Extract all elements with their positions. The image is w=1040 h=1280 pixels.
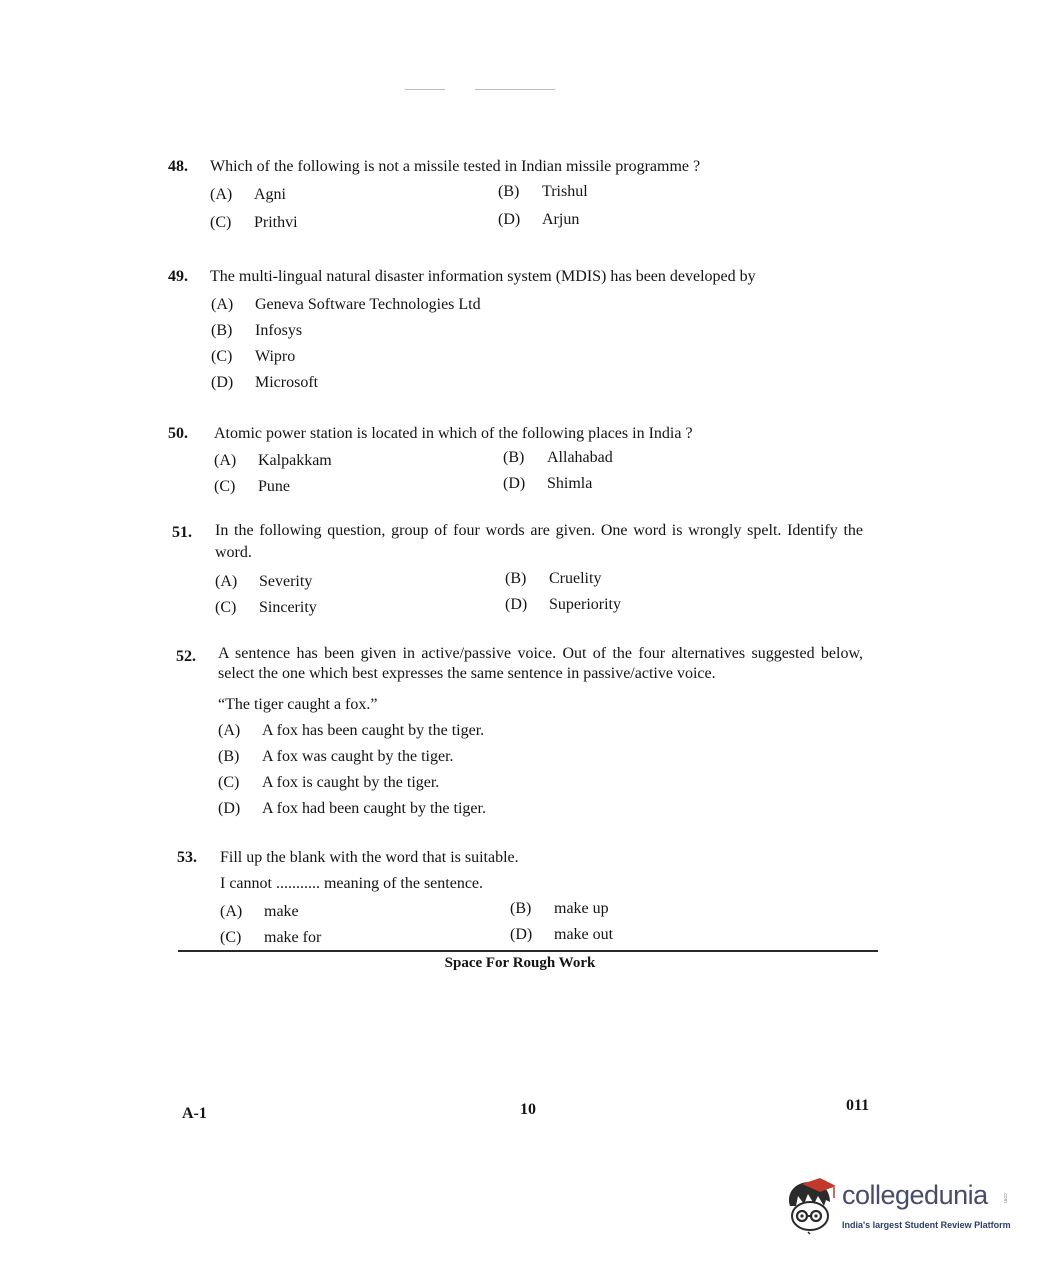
option-b xyxy=(505,566,601,592)
option-a xyxy=(214,448,332,474)
option-c xyxy=(211,344,295,370)
scan-artifact xyxy=(475,89,555,90)
footer-code: A-1 xyxy=(182,1105,207,1122)
question-text: The multi-lingual natural disaster information system (MDIS) has been developed by xyxy=(210,268,756,285)
option-text: Shimla xyxy=(547,475,593,492)
option-label: (A) xyxy=(210,186,233,203)
option-c xyxy=(214,474,290,500)
option-label: (C) xyxy=(218,774,240,791)
collegedunia-watermark xyxy=(780,1180,1030,1240)
option-label: (D) xyxy=(503,475,526,492)
option-text: make xyxy=(264,903,299,920)
question-text: Atomic power station is located in which of the following places in India ? xyxy=(214,425,693,442)
option-a xyxy=(218,718,484,744)
question-number: 49. xyxy=(168,268,188,285)
option-text: Arjun xyxy=(542,211,580,228)
blank-sentence: I cannot ........... meaning of the sentence. xyxy=(220,875,484,892)
option-label: (D) xyxy=(211,374,234,391)
option-d xyxy=(218,796,486,822)
option-label: (C) xyxy=(220,929,242,946)
option-label: (A) xyxy=(214,452,237,469)
option-text: Kalpakkam xyxy=(258,452,332,469)
option-text: Superiority xyxy=(549,596,621,613)
page-number: 10 xyxy=(520,1101,536,1118)
question-51 xyxy=(168,520,863,616)
option-text: Prithvi xyxy=(254,214,298,231)
option-label: (C) xyxy=(215,599,237,616)
question-number: 50. xyxy=(168,425,188,442)
question-49 xyxy=(168,264,868,391)
rough-work-label: Space For Rough Work xyxy=(444,955,596,971)
option-label: (D) xyxy=(505,596,528,613)
option-c xyxy=(215,595,317,621)
option-label: (B) xyxy=(498,183,520,200)
option-label: (C) xyxy=(211,348,233,365)
question-48 xyxy=(168,154,868,231)
option-label: (A) xyxy=(218,722,241,739)
option-b xyxy=(498,179,588,205)
option-label: (B) xyxy=(211,322,233,339)
option-label: (C) xyxy=(214,478,236,495)
brand-name: collegedunia xyxy=(842,1180,988,1210)
option-text: A fox is caught by the tiger. xyxy=(262,774,440,791)
question-text: Which of the following is not a missile tested in Indian missile programme ? xyxy=(210,158,701,175)
option-text: Agni xyxy=(254,186,286,203)
option-text: Microsoft xyxy=(255,374,319,391)
option-label: (B) xyxy=(510,900,532,917)
option-text: Trishul xyxy=(542,183,588,200)
option-label: (D) xyxy=(510,926,533,943)
question-50 xyxy=(168,421,868,495)
option-label: (B) xyxy=(505,570,527,587)
option-c xyxy=(218,770,439,796)
question-text: In the following question, group of four words are given. One word is wrongly spelt. Identify the word. xyxy=(215,522,863,561)
option-d xyxy=(503,471,592,497)
option-d xyxy=(498,207,579,233)
option-c xyxy=(220,925,321,951)
question-number: 51. xyxy=(172,524,192,541)
question-number: 48. xyxy=(168,158,188,175)
footer-series: 011 xyxy=(846,1097,870,1114)
question-number: 53. xyxy=(177,849,197,866)
option-label: (A) xyxy=(215,573,238,590)
option-b xyxy=(211,318,302,344)
option-a xyxy=(215,569,312,595)
brand-tagline: India's largest Student Review Platform xyxy=(842,1220,1011,1230)
option-d xyxy=(211,370,318,396)
option-a xyxy=(220,899,299,925)
question-53 xyxy=(168,845,868,946)
option-text: A fox had been caught by the tiger. xyxy=(262,800,486,817)
option-b xyxy=(503,445,613,471)
option-label: (B) xyxy=(503,449,525,466)
option-text: Wipro xyxy=(255,348,296,365)
option-a xyxy=(211,292,481,318)
sentence-prompt: “The tiger caught a fox.” xyxy=(218,696,378,713)
option-label: (C) xyxy=(210,214,232,231)
option-d xyxy=(510,922,613,948)
option-text: make up xyxy=(554,900,609,917)
option-text: make out xyxy=(554,926,614,943)
option-b xyxy=(218,744,454,770)
question-number: 52. xyxy=(176,648,196,665)
question-52 xyxy=(168,644,863,817)
option-text: A fox was caught by the tiger. xyxy=(262,748,454,765)
option-text: Infosys xyxy=(255,322,303,339)
option-text: A fox has been caught by the tiger. xyxy=(262,722,485,739)
option-label: (D) xyxy=(498,211,521,228)
option-label: (D) xyxy=(218,800,241,817)
option-text: Severity xyxy=(259,573,313,590)
question-text: Fill up the blank with the word that is suitable. xyxy=(220,849,519,866)
option-text: Sincerity xyxy=(259,599,317,616)
option-text: Geneva Software Technologies Ltd xyxy=(255,296,481,313)
divider-rule xyxy=(178,950,878,952)
option-text: Pune xyxy=(258,478,290,495)
option-d xyxy=(505,592,621,618)
option-text: Cruelity xyxy=(549,570,602,587)
question-text: A sentence has been given in active/passive voice. Out of the four alternatives suggested below, select the one which best expresses the same sentence in passive/active voice. xyxy=(218,645,863,682)
option-b xyxy=(510,896,609,922)
brand-domain: .com xyxy=(1002,1192,1008,1203)
option-text: make for xyxy=(264,929,322,946)
scan-artifact xyxy=(405,89,445,90)
option-a xyxy=(210,182,286,208)
graduate-mascot-icon xyxy=(780,1176,840,1236)
option-label: (A) xyxy=(211,296,234,313)
option-text: Allahabad xyxy=(547,449,613,466)
option-c xyxy=(210,210,298,236)
option-label: (A) xyxy=(220,903,243,920)
option-label: (B) xyxy=(218,748,240,765)
